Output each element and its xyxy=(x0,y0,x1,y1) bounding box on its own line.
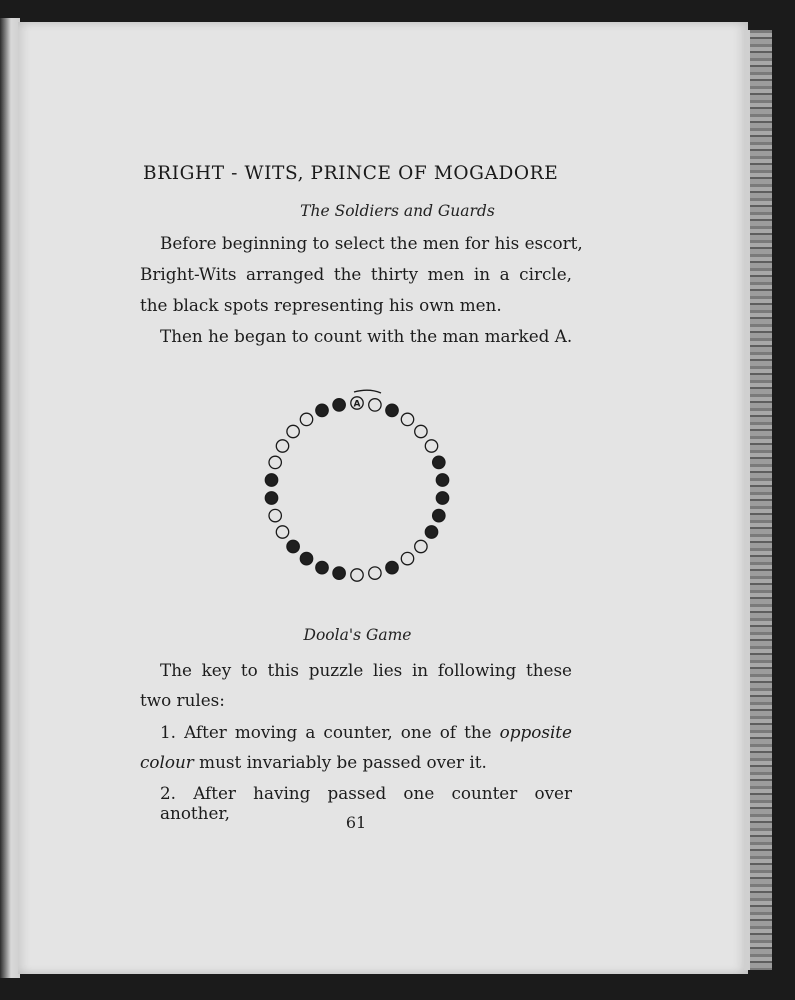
rule2-line1: 2. After having passed one counter over another, xyxy=(160,783,572,823)
counter-white xyxy=(287,425,299,437)
counter-white xyxy=(351,569,363,581)
paragraph2-line1: Then he began to count with the man marked A. xyxy=(160,326,573,346)
counter-black xyxy=(265,492,277,504)
counter-a-label: A xyxy=(353,399,361,410)
counter-white xyxy=(369,567,381,579)
counter-black xyxy=(433,456,445,468)
counter-white xyxy=(369,399,381,411)
rule1-line2 xyxy=(140,752,487,772)
paragraph3-line2: two rules: xyxy=(140,690,225,710)
figure-caption: Doola's Game xyxy=(303,626,412,644)
counter-white xyxy=(269,509,281,521)
counter-black xyxy=(386,561,398,573)
section-subtitle: The Soldiers and Guards xyxy=(300,202,495,220)
counter-black xyxy=(436,492,448,504)
paragraph1-line1: Before beginning to select the men for his escort, xyxy=(160,233,583,253)
running-heading: BRIGHT - WITS, PRINCE OF MOGADORE xyxy=(143,163,559,184)
counter-black xyxy=(333,567,345,579)
counter-white xyxy=(415,540,427,552)
counter-black xyxy=(333,399,345,411)
rule1-rest: must invariably be passed over it. xyxy=(199,752,487,772)
counter-black xyxy=(425,526,437,538)
rule1-emphasis-colour: colour xyxy=(140,752,194,772)
counter-black xyxy=(316,561,328,573)
paragraph1-line3: the black spots representing his own men. xyxy=(140,295,502,315)
counter-white xyxy=(415,425,427,437)
counter-white xyxy=(276,526,288,538)
counter-white xyxy=(276,440,288,452)
paragraph3-line1: The key to this puzzle lies in following these xyxy=(160,660,572,680)
counter-white xyxy=(401,413,413,425)
counter-black xyxy=(433,509,445,521)
counter-white xyxy=(269,456,281,468)
counter-black xyxy=(265,474,277,486)
counter-white xyxy=(401,552,413,564)
rule1-line1 xyxy=(160,722,572,742)
rule1-emphasis: opposite xyxy=(499,722,572,742)
counter-black xyxy=(386,404,398,416)
paragraph1-line2: Bright-Wits arranged the thirty men in a circle, xyxy=(140,264,572,284)
counter-black xyxy=(300,552,312,564)
counter-black xyxy=(316,404,328,416)
counter-black xyxy=(287,540,299,552)
counter-white xyxy=(300,413,312,425)
page-number: 61 xyxy=(345,813,367,832)
rule1-text: 1. After moving a counter, one of the xyxy=(160,722,492,742)
counter-white xyxy=(425,440,437,452)
count-direction-arrow xyxy=(354,390,381,393)
counter-black xyxy=(436,474,448,486)
